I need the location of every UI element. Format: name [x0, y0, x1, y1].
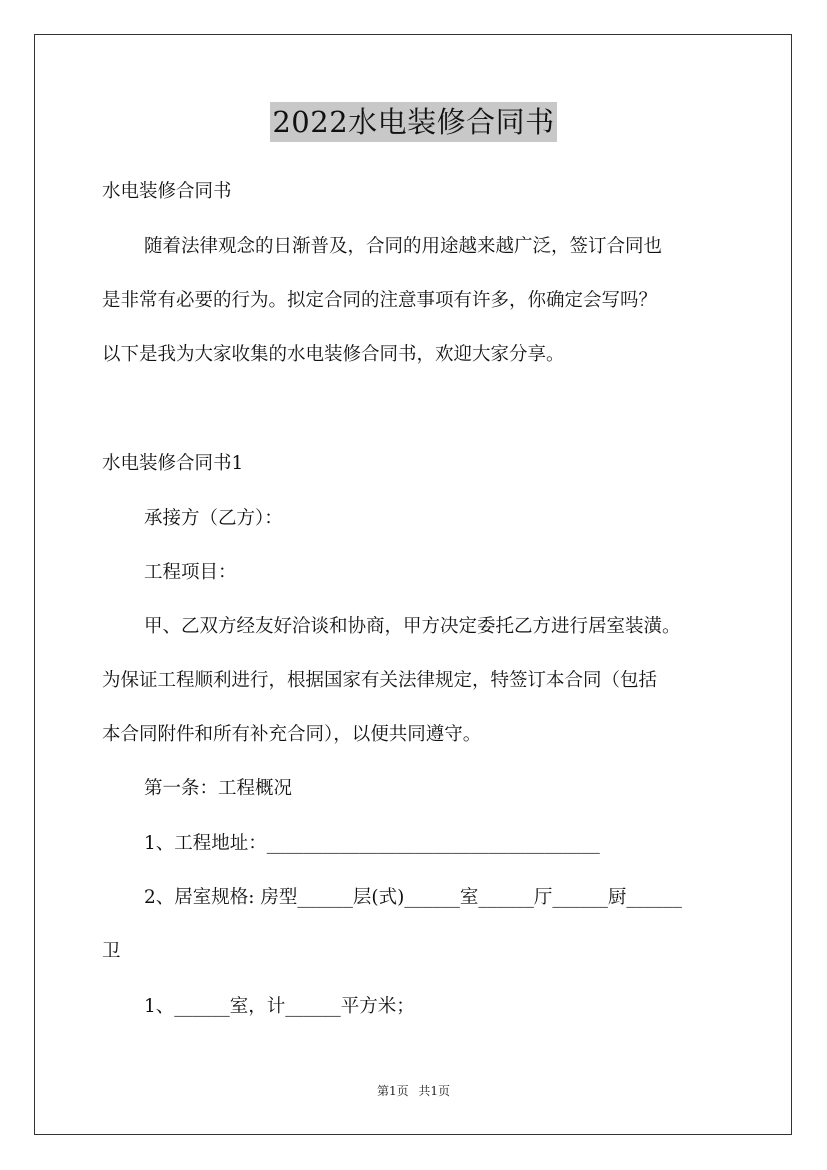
- paragraph-line: 本合同附件和所有补充合同），以便共同遵守。: [102, 724, 482, 745]
- subtitle-line: 水电装修合同书: [102, 181, 232, 202]
- form-line: 1、______室，计______平方米；: [144, 996, 415, 1017]
- form-line: 2、居室规格: 房型______层(式)______室______厅______厨______: [144, 887, 682, 908]
- form-line: 卫: [102, 941, 121, 962]
- paragraph-line: 为保证工程顺利进行，根据国家有关法律规定，特签订本合同（包括: [102, 670, 658, 691]
- section-heading: 水电装修合同书1: [102, 453, 244, 474]
- page-number: 第1页: [376, 1084, 409, 1098]
- article-heading: 第一条：工程概况: [144, 778, 293, 799]
- title-container: [0, 102, 827, 142]
- paragraph-line: 承接方（乙方）：: [144, 508, 283, 529]
- paragraph-line: 工程项目：: [144, 562, 237, 583]
- paragraph-line: 是非常有必要的行为。拟定合同的注意事项有许多，你确定会写吗？: [102, 290, 658, 311]
- page-footer: [0, 1083, 827, 1099]
- page-total: 共1页: [418, 1084, 451, 1098]
- paragraph-line: 随着法律观念的日渐普及，合同的用途越来越广泛，签订合同也: [144, 236, 663, 257]
- paragraph-line: 甲、乙双方经友好洽谈和协商，甲方决定委托乙方进行居室装潢。: [144, 616, 681, 637]
- paragraph-line: 以下是我为大家收集的水电装修合同书，欢迎大家分享。: [102, 344, 565, 365]
- document-title: 2022水电装修合同书: [270, 102, 556, 142]
- form-line: 1、工程地址：____________________________________: [144, 833, 600, 854]
